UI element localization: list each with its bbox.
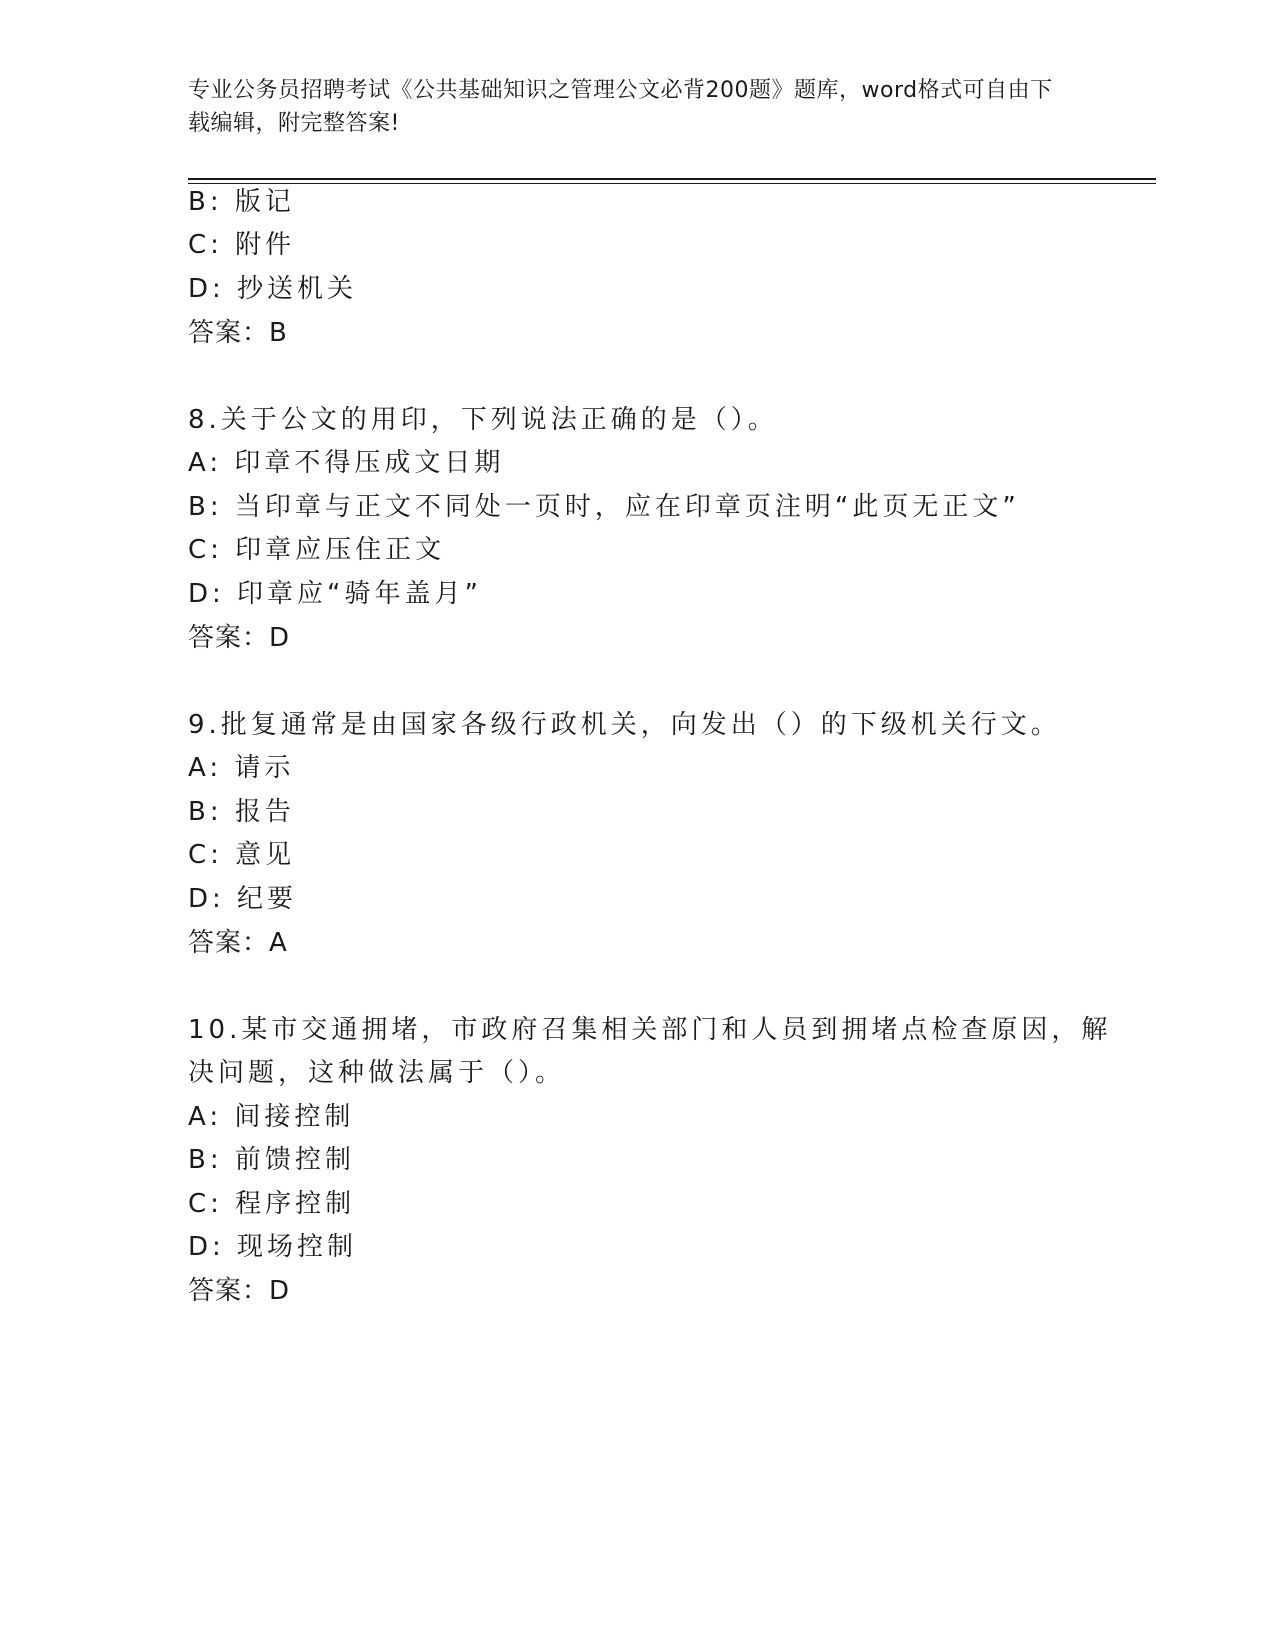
- option-c: C: 印章应压住正文: [188, 535, 446, 565]
- option-a: A: 请示: [188, 753, 295, 783]
- question-10-line-1: 10.某市交通拥堵，市政府召集相关部门和人员到拥堵点检查原因，解: [188, 1015, 1112, 1045]
- option-b: B: 版记: [188, 187, 295, 217]
- header-divider-thick: [188, 178, 1156, 180]
- option-c: C: 程序控制: [188, 1189, 356, 1219]
- header-divider-thin: [188, 183, 1156, 184]
- option-c: C: 附件: [188, 230, 296, 260]
- document-header: 专业公务员招聘考试《公共基础知识之管理公文必背200题》题库，word格式可自由下载编辑，附完整答案!: [188, 78, 1053, 136]
- question-9: 9.批复通常是由国家各级行政机关，向发出（）的下级机关行文。: [188, 710, 1061, 740]
- option-c: C: 意见: [188, 840, 296, 870]
- option-b: B: 当印章与正文不同处一页时，应在印章页注明“此页无正文”: [188, 492, 1020, 522]
- option-a: A: 间接控制: [188, 1102, 355, 1132]
- option-a: A: 印章不得压成文日期: [188, 448, 505, 478]
- option-b: B: 前馈控制: [188, 1145, 355, 1175]
- answer: 答案：D: [188, 1276, 291, 1306]
- option-d: D: 印章应“骑年盖月”: [188, 579, 482, 609]
- option-b: B: 报告: [188, 797, 295, 827]
- question-10-line-2: 决问题，这种做法属于（）。: [188, 1058, 566, 1088]
- option-d: D: 纪要: [188, 884, 298, 914]
- answer: 答案：D: [188, 623, 291, 653]
- answer: 答案：B: [188, 318, 288, 348]
- answer: 答案：A: [188, 928, 288, 958]
- question-8: 8.关于公文的用印，下列说法正确的是（）。: [188, 405, 778, 435]
- option-d: D: 抄送机关: [188, 274, 358, 304]
- option-d: D: 现场控制: [188, 1232, 358, 1262]
